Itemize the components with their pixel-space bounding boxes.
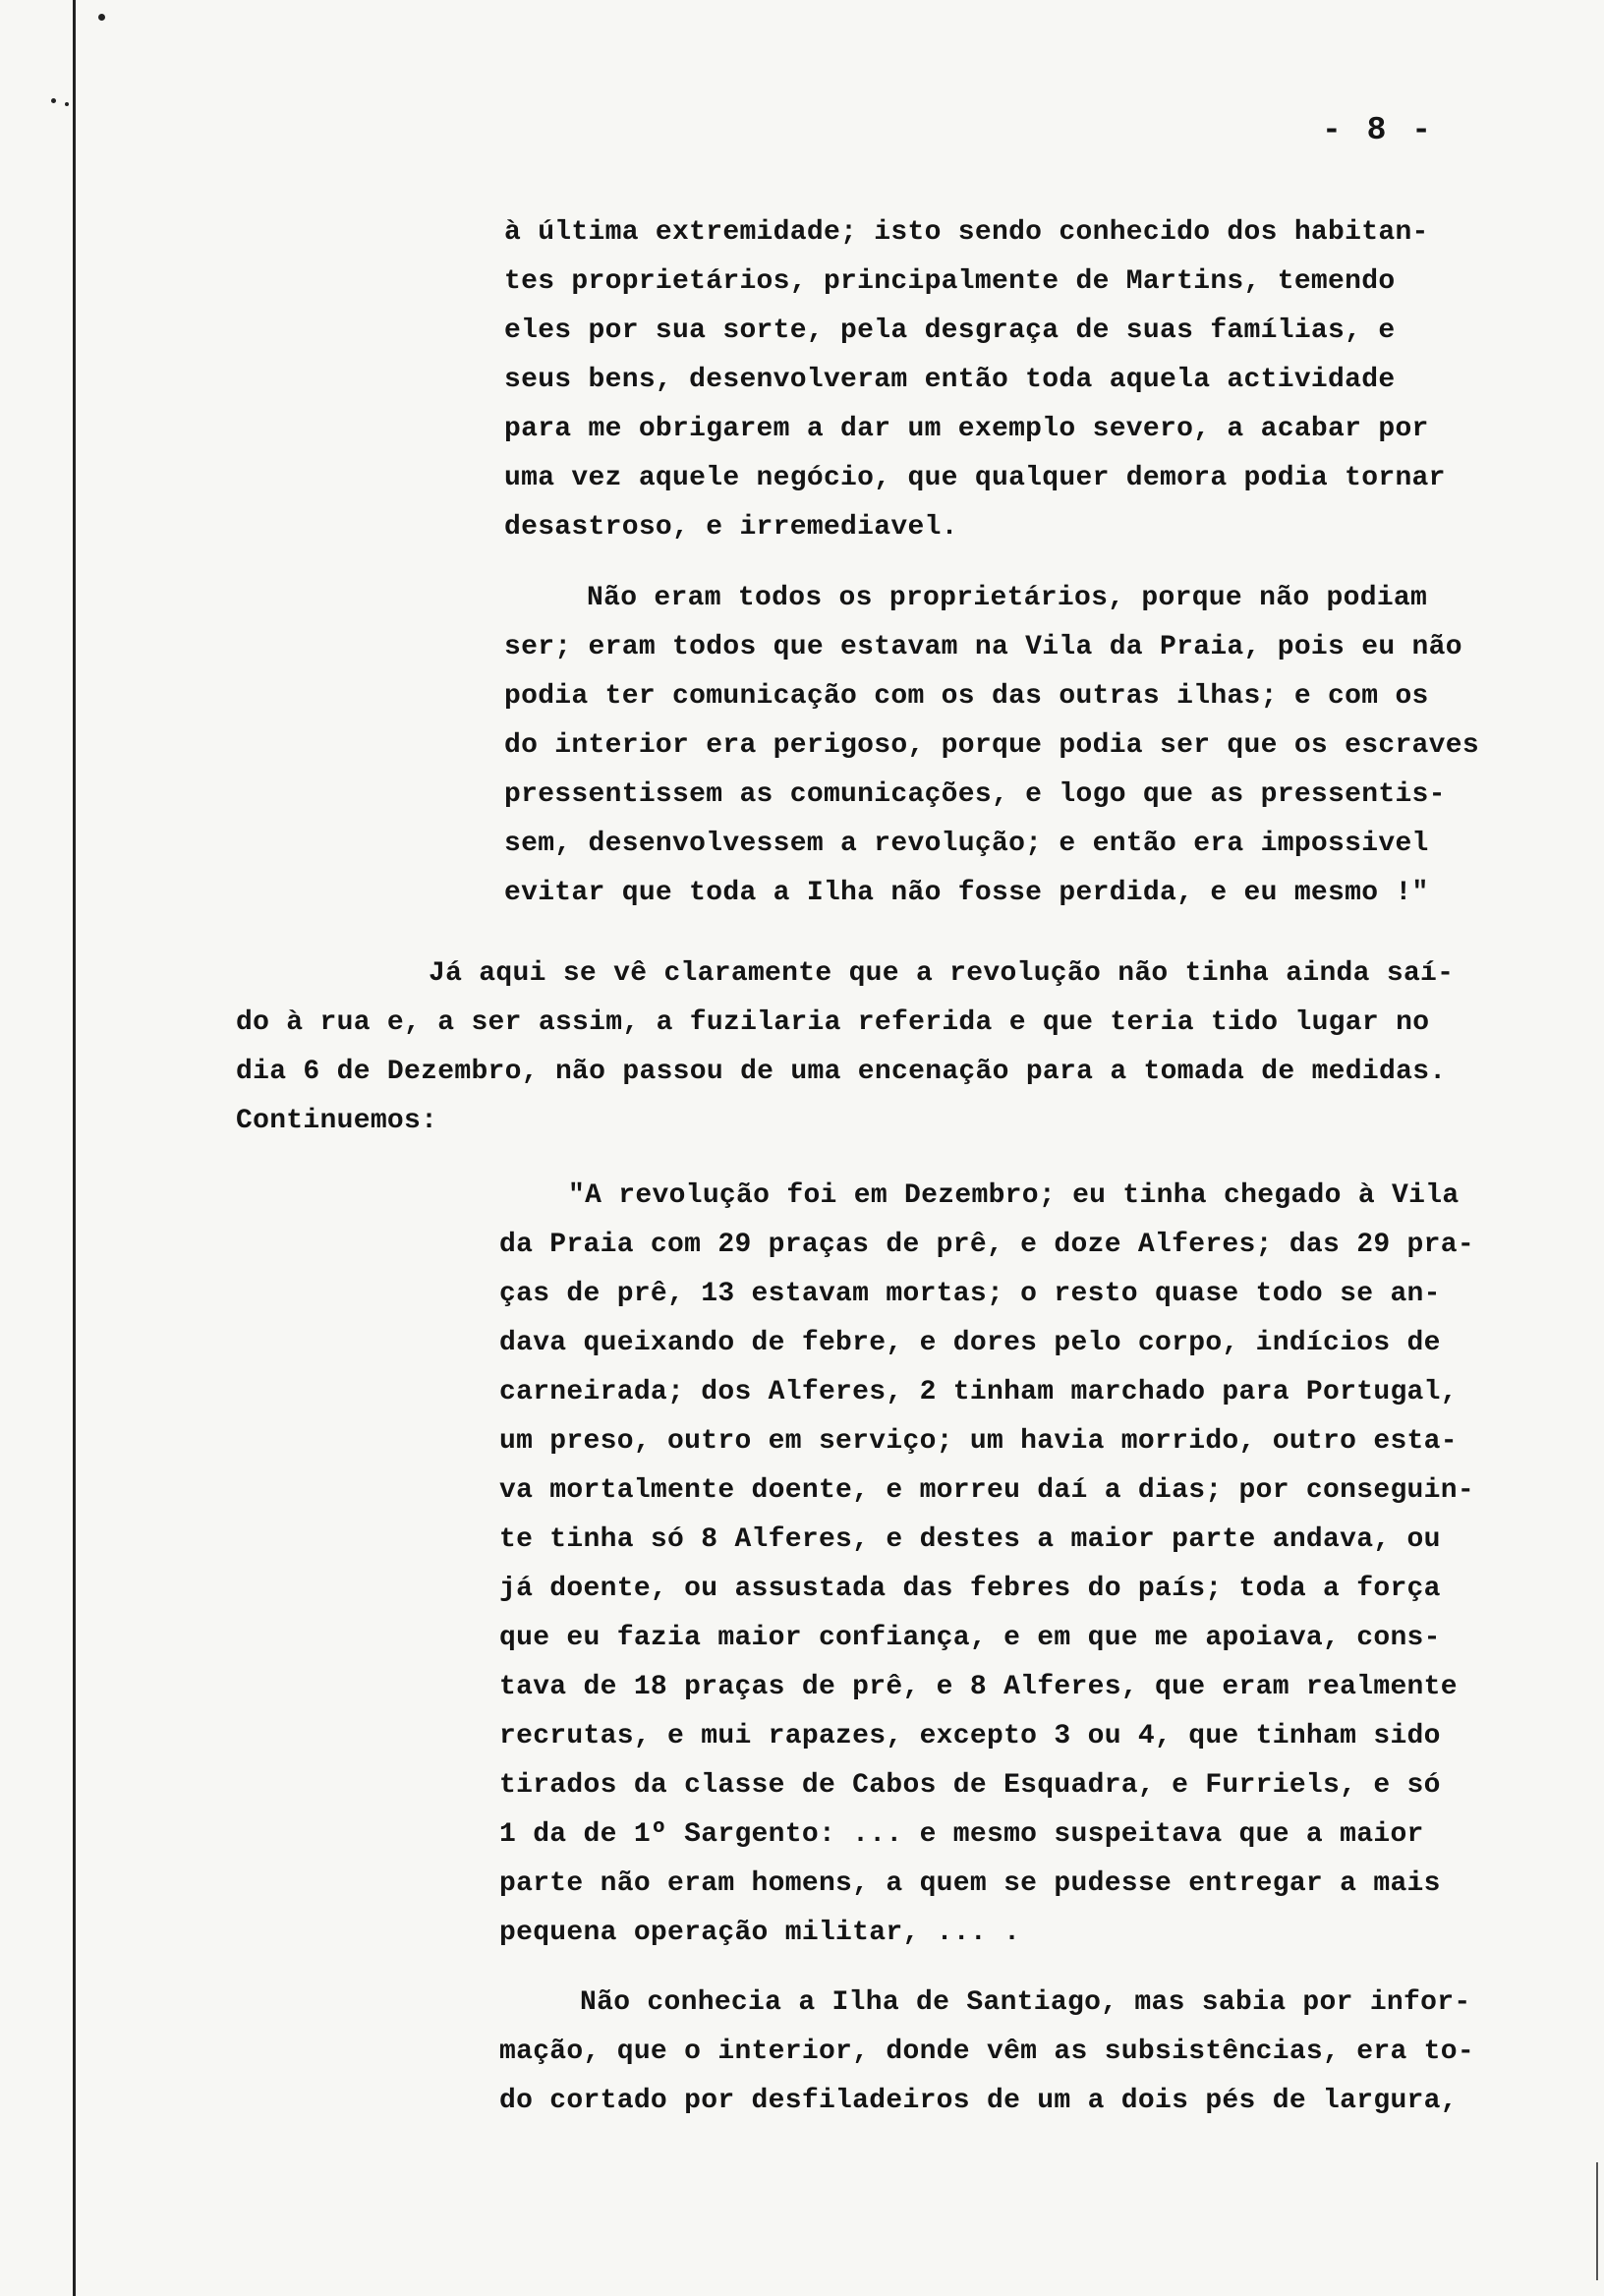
text-line: eles por sua sorte, pela desgraça de suas famílias, e [504,316,1396,346]
text-line: à última extremidade; isto sendo conhecido dos habitan- [504,217,1429,248]
text-line: Não conhecia a Ilha de Santiago, mas sabia por infor- [580,1987,1471,2018]
text-line: tava de 18 praças de prê, e 8 Alferes, que eram realmente [499,1672,1458,1702]
text-line: da Praia com 29 praças de prê, e doze Alferes; das 29 pra- [499,1230,1474,1260]
text-line: Já aqui se vê claramente que a revolução não tinha ainda saí- [429,958,1455,989]
paragraph-quote-proprietarios [504,574,1479,918]
page-edge-mark [1596,2162,1598,2280]
text-line: carneirada; dos Alferes, 2 tinham marchado para Portugal, [499,1377,1458,1407]
paragraph-quote-santiago [499,1979,1474,2126]
text-line: sem, desenvolvessem a revolução; e então era impossivel [504,829,1429,859]
text-line: mação, que o interior, donde vêm as subsistências, era to- [499,2037,1474,2067]
paragraph-quote-revolucao [499,1172,1474,1958]
text-line: "A revolução foi em Dezembro; eu tinha chegado à Vila [568,1180,1460,1211]
text-line: para me obrigarem a dar um exemplo severo, a acabar por [504,414,1429,444]
paragraph-quote-continuation [504,208,1446,552]
text-line: do cortado por desfiladeiros de um a dois pés de largura, [499,2086,1458,2116]
text-line: uma vez aquele negócio, que qualquer demora podia tornar [504,463,1446,493]
text-line: desastroso, e irremediavel. [504,512,958,543]
text-line: dia 6 de Dezembro, não passou de uma encenação para a tomada de medidas. [236,1057,1447,1087]
text-line: Não eram todos os proprietários, porque não podiam [587,583,1428,613]
text-line: podia ter comunicação com os das outras ilhas; e com os [504,681,1429,712]
text-line: pressentissem as comunicações, e logo que as pressentis- [504,779,1446,810]
page-number: - 8 - [1322,112,1435,148]
text-line: dava queixando de febre, e dores pelo corpo, indícios de [499,1328,1441,1358]
text-line: va mortalmente doente, e morreu daí a dias; por conseguin- [499,1475,1474,1506]
text-line: um preso, outro em serviço; um havia morrido, outro esta- [499,1426,1458,1457]
text-line: recrutas, e mui rapazes, excepto 3 ou 4, que tinham sido [499,1721,1441,1751]
binding-edge-line [73,0,76,2296]
binding-hole-mark [98,14,105,21]
text-line: 1 da de 1º Sargento: ... e mesmo suspeitava que a maior [499,1819,1424,1850]
text-line: seus bens, desenvolveram então toda aquela actividade [504,365,1396,395]
binding-hole-mark [65,102,69,106]
text-line: ças de prê, 13 estavam mortas; o resto quase todo se an- [499,1279,1441,1309]
text-line: evitar que toda a Ilha não fosse perdida, e eu mesmo !" [504,878,1429,908]
text-line: do interior era perigoso, porque podia ser que os escraves [504,730,1479,761]
text-line: do à rua e, a ser assim, a fuzilaria referida e que teria tido lugar no [236,1007,1430,1038]
text-line: parte não eram homens, a quem se pudesse entregar a mais [499,1868,1441,1899]
text-line: te tinha só 8 Alferes, e destes a maior parte andava, ou [499,1524,1441,1555]
text-line: Continuemos: [236,1106,438,1136]
paragraph-author-commentary [236,949,1454,1146]
text-line: já doente, ou assustada das febres do país; toda a força [499,1574,1441,1604]
text-line: que eu fazia maior confiança, e em que me apoiava, cons- [499,1623,1441,1653]
text-line: ser; eram todos que estavam na Vila da Praia, pois eu não [504,632,1462,662]
text-line: tirados da classe de Cabos de Esquadra, e Furriels, e só [499,1770,1441,1801]
binding-hole-mark [51,98,56,103]
text-line: pequena operação militar, ... . [499,1918,1021,1948]
text-line: tes proprietários, principalmente de Martins, temendo [504,266,1396,297]
